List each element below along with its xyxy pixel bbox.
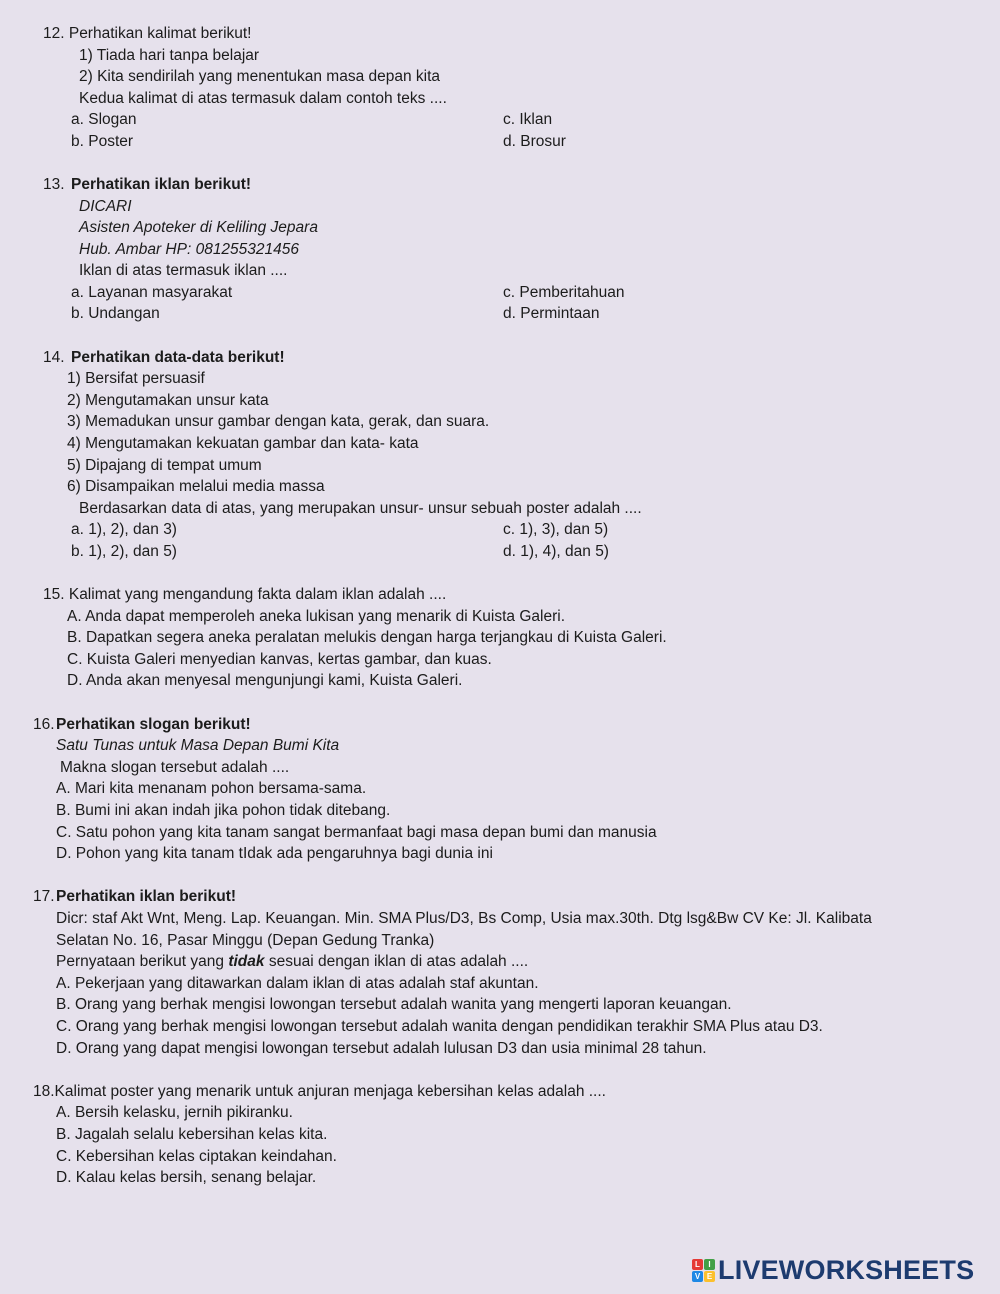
logo-tile: E [704,1271,715,1282]
q13-question: Iklan di atas termasuk iklan .... [79,262,288,279]
q17-question-emphasis: tidak [228,953,265,970]
q15-option-c: C. Kuista Galeri menyedian kanvas, kertas gambar, dan kuas. [67,651,492,668]
q17-option-a: A. Pekerjaan yang ditawarkan dalam iklan di atas adalah staf akuntan. [56,975,539,992]
q14-question: Berdasarkan data di atas, yang merupakan unsur- unsur sebuah poster adalah .... [79,500,642,517]
q13-stem: Perhatikan iklan berikut! [71,176,252,193]
q14-item: 4) Mengutamakan kekuatan gambar dan kata- kata [67,435,419,452]
q13-ad-line-3: Hub. Ambar HP: 081255321456 [79,241,300,258]
logo-tile: V [692,1271,703,1282]
q16-question: Makna slogan tersebut adalah .... [60,759,290,776]
q12-stem: 12. Perhatikan kalimat berikut! [43,25,252,42]
q17-question-post: sesuai dengan iklan di atas adalah .... [264,953,529,970]
q17-option-c: C. Orang yang berhak mengisi lowongan tersebut adalah wanita dengan pendidikan terakhir SMA Plus atau D3. [56,1018,823,1035]
q12-question: Kedua kalimat di atas termasuk dalam contoh teks .... [79,90,447,107]
q15-option-b: B. Dapatkan segera aneka peralatan melukis dengan harga terjangkau di Kuista Galeri. [67,629,667,646]
q17-option-b: B. Orang yang berhak mengisi lowongan tersebut adalah wanita yang mengerti laporan keuangan. [56,996,732,1013]
q15-option-a: A. Anda dapat memperoleh aneka lukisan yang menarik di Kuista Galeri. [67,608,566,625]
q14-item: 6) Disampaikan melalui media massa [67,478,325,495]
q17-question-pre: Pernyataan berikut yang [56,953,229,970]
q14-option-a: a. 1), 2), dan 3) [71,521,177,538]
q12-option-c: c. Iklan [503,111,553,128]
q17-stem: Perhatikan iklan berikut! [56,888,237,905]
q13-option-b: b. Undangan [71,305,160,322]
q18-option-d: D. Kalau kelas bersih, senang belajar. [56,1169,317,1186]
q16-slogan: Satu Tunas untuk Masa Depan Bumi Kita [56,737,340,754]
q15-stem: 15. Kalimat yang mengandung fakta dalam iklan adalah .... [43,586,447,603]
q14-option-c: c. 1), 3), dan 5) [503,521,609,538]
liveworksheets-logo[interactable] [692,1256,974,1284]
q16-option-b: B. Bumi ini akan indah jika pohon tidak ditebang. [56,802,391,819]
q14-number: 14. [43,349,65,366]
q14-option-d: d. 1), 4), dan 5) [503,543,609,560]
q12-option-a: a. Slogan [71,111,137,128]
q14-stem: Perhatikan data-data berikut! [71,349,285,366]
q15-option-d: D. Anda akan menyesal mengunjungi kami, Kuista Galeri. [67,672,463,689]
q17-option-d: D. Orang yang dapat mengisi lowongan tersebut adalah lulusan D3 dan usia minimal 28 tahun. [56,1040,707,1057]
q17-number: 17. [33,888,55,905]
q14-item: 5) Dipajang di tempat umum [67,457,262,474]
q18-option-a: A. Bersih kelasku, jernih pikiranku. [56,1104,293,1121]
q17-ad-line-1: Dicr: staf Akt Wnt, Meng. Lap. Keuangan. Min. SMA Plus/D3, Bs Comp, Usia max.30th. Dtg lsg&Bw CV Ke: Jl. Kalibata [56,910,872,927]
q16-option-d: D. Pohon yang kita tanam tIdak ada pengaruhnya bagi dunia ini [56,845,493,862]
q18-option-c: C. Kebersihan kelas ciptakan keindahan. [56,1148,337,1165]
q14-item: 1) Bersifat persuasif [67,370,205,387]
q13-ad-line-2: Asisten Apoteker di Keliling Jepara [79,219,318,236]
q16-option-c: C. Satu pohon yang kita tanam sangat bermanfaat bagi masa depan bumi dan manusia [56,824,657,841]
q13-option-c: c. Pemberitahuan [503,284,625,301]
q13-number: 13. [43,176,65,193]
q14-item: 3) Memadukan unsur gambar dengan kata, gerak, dan suara. [67,413,490,430]
q14-option-b: b. 1), 2), dan 5) [71,543,177,560]
q18-stem: 18.Kalimat poster yang menarik untuk anjuran menjaga kebersihan kelas adalah .... [33,1083,606,1100]
q16-number: 16. [33,716,55,733]
q12-item-1: 1) Tiada hari tanpa belajar [79,47,260,64]
q18-option-b: B. Jagalah selalu kebersihan kelas kita. [56,1126,328,1143]
q13-ad-line-1: DICARI [79,198,132,215]
logo-wordmark: LIVEWORKSHEETS [718,1254,975,1285]
logo-tiles-icon [692,1259,715,1282]
q12-option-d: d. Brosur [503,133,566,150]
q14-item: 2) Mengutamakan unsur kata [67,392,269,409]
q17-question [56,952,528,972]
logo-tile: L [692,1259,703,1270]
q12-option-b: b. Poster [71,133,134,150]
q16-stem: Perhatikan slogan berikut! [56,716,251,733]
logo-tile: I [704,1259,715,1270]
q12-item-2: 2) Kita sendirilah yang menentukan masa depan kita [79,68,441,85]
q13-option-a: a. Layanan masyarakat [71,284,233,301]
q17-ad-line-2: Selatan No. 16, Pasar Minggu (Depan Gedung Tranka) [56,932,435,949]
q13-option-d: d. Permintaan [503,305,600,322]
q16-option-a: A. Mari kita menanam pohon bersama-sama. [56,780,367,797]
